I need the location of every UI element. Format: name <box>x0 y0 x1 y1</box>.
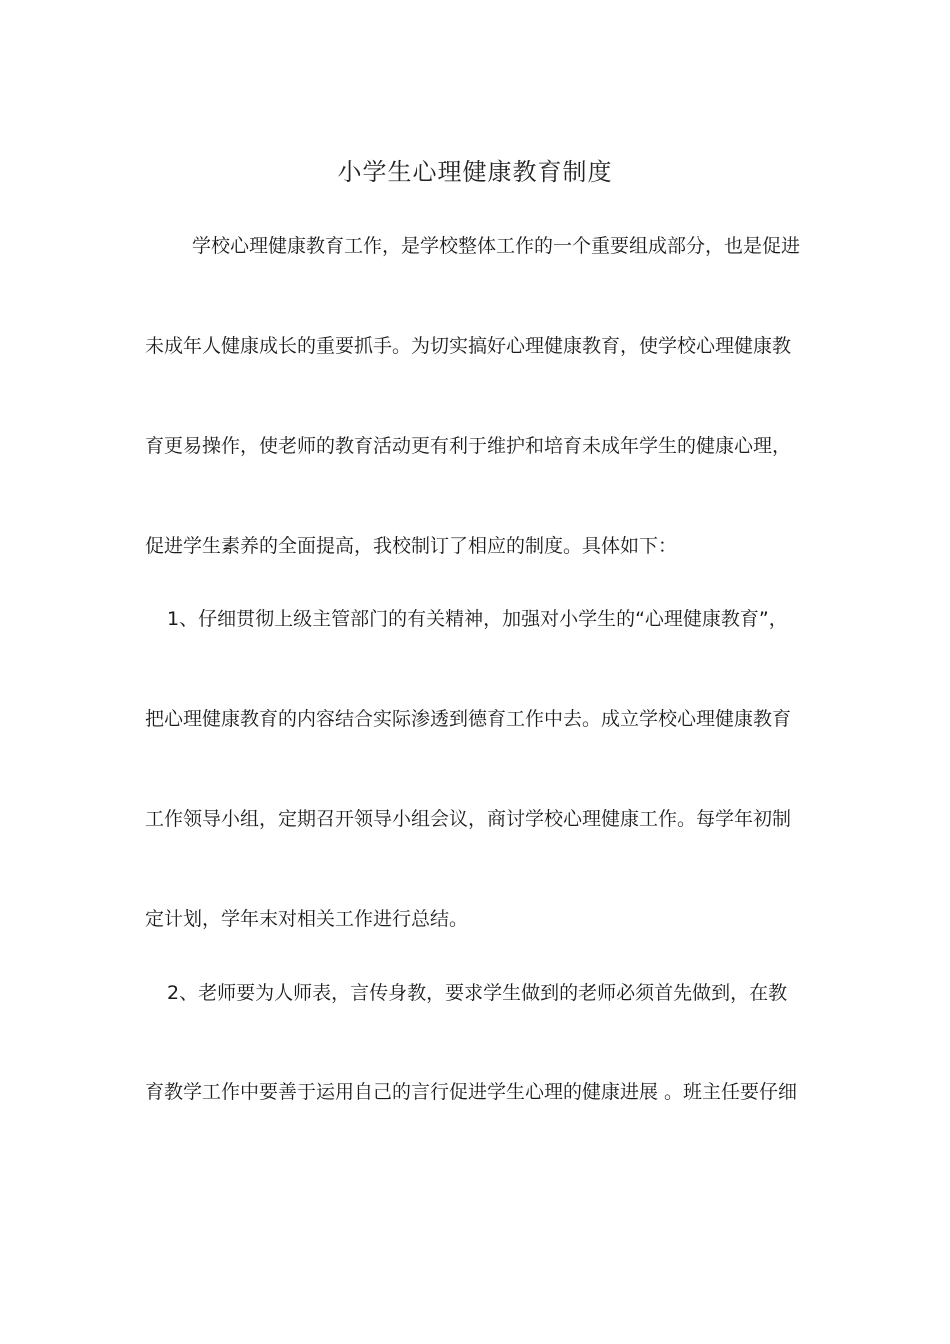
item-2-line-2: 育教学工作中要善于运用自己的言行促进学生心理的健康进展 。班主任要仔细 <box>145 1081 798 1103</box>
item-1-line-2: 把心理健康教育的内容结合实际渗透到德育工作中去。成立学校心理健康教育 <box>145 708 792 730</box>
paragraph-1-line-4: 促进学生素养的全面提高，我校制订了相应的制度。具体如下： <box>145 535 678 557</box>
item-2-line-1: 2、老师要为人师表，言传身教，要求学生做到的老师必须首先做到，在教 <box>167 982 788 1004</box>
document-title: 小学生心理健康教育制度 <box>337 158 613 186</box>
item-1-line-4: 定计划，学年末对相关工作进行总结。 <box>145 908 469 930</box>
item-1-line-3: 工作领导小组，定期召开领导小组会议，商讨学校心理健康工作。每学年初制 <box>145 808 792 830</box>
paragraph-1-line-1: 学校心理健康教育工作，是学校整体工作的一个重要组成部分，也是促进 <box>192 235 801 257</box>
paragraph-1-line-3: 育更易操作，使老师的教育活动更有利于维护和培育未成年学生的健康心理， <box>145 435 792 457</box>
item-1-line-1: 1、仔细贯彻上级主管部门的有关精神，加强对小学生的“心理健康教育”， <box>167 608 788 630</box>
paragraph-1-line-2: 未成年人健康成长的重要抓手。为切实搞好心理健康教育，使学校心理健康教 <box>145 335 792 357</box>
